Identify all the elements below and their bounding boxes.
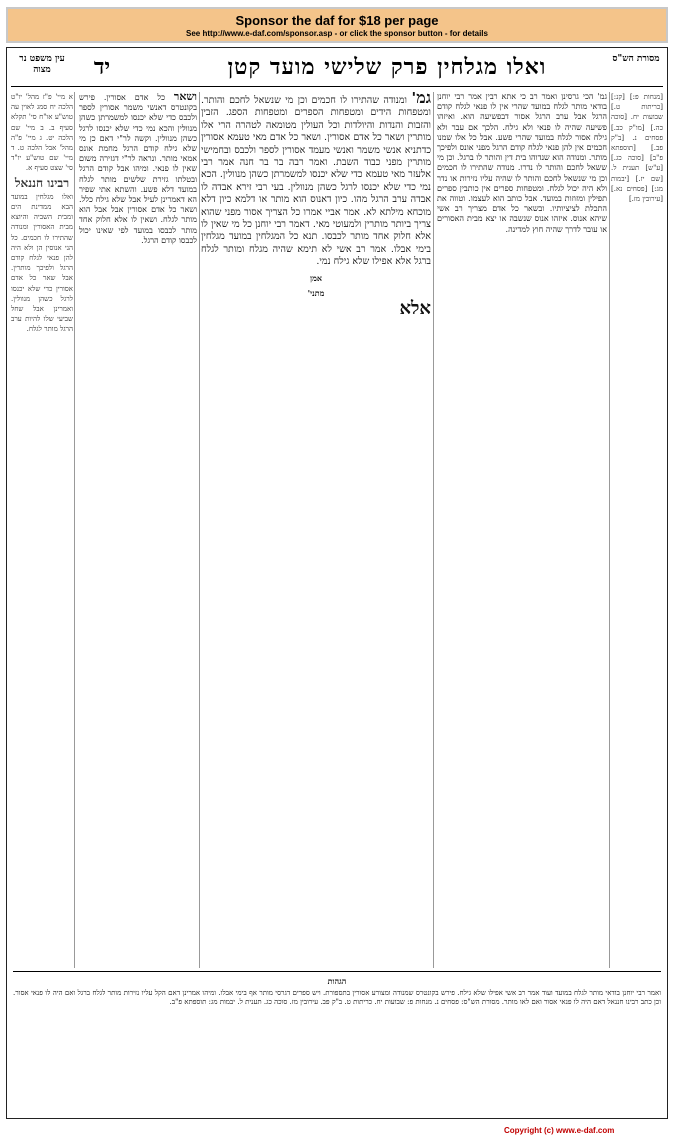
ein-mishpat-column [11,92,73,968]
masoret-hashas-column: [מנחות פ:] [קנ:] [כריתות ט.] שבועות יח. [סוכה כה.] [מו"ק כב.] פסחים נ. [ב"ק פב.] [תוספתא פ"ב] [סוכה כג.] [ע"ש] תענית ל. [שם יז.] [יבמות מג:] [פסחים נא.] [עירובין מז.] [611,93,663,204]
rabbeinu-chananel-title: רבינו חננאל [14,175,70,190]
amen-heading: אמן [310,272,322,283]
talmud-page [6,47,668,1119]
rabbeinu-chananel-text: ואלו מגלחין במועד הבא ממדינת הים ומבית השביה והיוצא מבית האסורין ומנודה שהתירו לו חכמים. כל הני אנוסין הן ולא היה להן פנאי לגלח קודם הרגל ולפיכך מותרין. אבל שאר כל אדם אסורין כדי שלא יכנסו לרגל כשהן מנוולין. ואמרינן אבל שחל שביעי שלו להיות ערב הרגל מותר לגלח. [11,192,73,334]
sponsor-banner[interactable] [6,7,668,43]
column-divider [199,92,200,968]
copyright-link[interactable]: Copyright (c) www.e-daf.com [504,1126,615,1135]
gemara-heading: גמ' [411,92,431,107]
tosafot-heading: ושאר [173,92,197,103]
hagahot-footnotes [13,974,661,1112]
ela-heading: אלא [399,297,431,319]
gemara-text: ומנודה שהתירו לו חכמים וכן מי שנשאל לחכם והותר. ומטפחות הידים ומטפחות הספרים ומטפחות הספג. הזבין והזבות והנדות והיולדות וכל העולין מטומאה לטהרה הרי אלו מותרין ושאר כל אדם אסורין. ושאר כל אדם מאי טעמא אסורין כדתניא אנשי משמר ואנשי מעמד אסורין לספר ולכבס ובחמישי מותרין מפני כבוד השבת. ואמר רבה בר בר חנה אמר רבי אלעזר מאי טעמא כדי שלא יכנסו למשמרתן כשהן מנוולין. הכא נמי כדי שלא יכנסו לרגל כשהן מנוולין. בעי רבי זירא אבדה לו אבדה ערב הרגל מהו. כיון דאנוס הוא מותר או דלמא כיון דלא מוכחא מילתא לא. אמר אביי אמרו כל הצריך אסור מפני שהוא צריך ביותר מותרין ולמעוטי מאי. דאמר רבי יוחנן כל מי שאין לו אלא חלוק אחד מותר לכבסו. תנא כל המגלחין במועד מגלחין בימי אבלו. אמר רב אשי לא תימא שהיה מגלח ומותר לגלח ברגל אלא אפילו שלא גילח נמי. [201,95,431,268]
column-divider [74,92,75,968]
column-divider [433,92,434,968]
gemara-text-column [201,92,431,968]
rashi-commentary [437,92,607,968]
page-number: יד [93,54,111,80]
column-divider [609,92,610,968]
tosafot-commentary [79,92,197,968]
tosafot-text: כל אדם אסורין. פירש בקונטרס דאנשי משמר אסורין לספר ולכבס כדי שלא יכנסו למשמרתן כשהן מנוולין והכא נמי כדי שלא יכנסו לרגל כשהן מנוולין. וקשה לר"י דאם כן מי שלא גילח קודם הרגל מחמת אונס אמאי מותר. ונראה לר"י דגזירה משום שאין לו פנאי. ומיהו אבל קודם הרגל ובטלתו גזירת שלשים מותר לגלח במועד דלא פשע. והשתא אתי שפיר הא דאמרינן לעיל אבל שלא גילח כלל. ושאר כל אדם אסורין אבל אבל הוא מותר לגלח. ושאין לו אלא חלוק אחד מותר לכבסו במועד לפי שאינו יכול לכבסו קודם הרגל. [79,93,197,245]
masoret-hashas-label: מסורת הש"ס [612,54,660,64]
ein-mishpat-text: א מיי' פ"ז מהל' יו"ט הלכה יח סמג לאוין עה טוש"ע או"ח סי' תקלא סעיף ב. ב מיי' שם הלכה יט. ג מיי' פ"ה מהל' אבל הלכה ט. ד מיי' שם טוש"ע יו"ד סי' שצט סעיף א. [11,93,73,173]
rashi-text: גמ' הכי גרסינן ואמר רב כי אתא רבין אמר רבי יוחנן בודאי מותר לגלח במועד שהרי אין לו פנאי לגלח קודם הרגל אבל ערב הרגל אסור דבפשיעה הוא. ואיזהו פשיעה שהיה לו פנאי ולא גילח. הלכך אם עבר ולא גילח אסור לגלח במועד שהרי פשע. אבל כל אלו שמנו חכמים אין להן פנאי לגלח קודם הרגל מפני אונס ולפיכך מותר. ומנודה הוא שנדוהו בית דין והותר לו ברגל. וכן מי ששאל לחכם והותר לו נדרו. מנודה שהתירו לו חכמים וכן מי שנשאל לחכם והותר לו שהיה עליו נזירות או נדר ולא היה יכול לגלח. ומטפחות ספרים אין כותבין ספרים תפילין ומזוזות במועד. אבל כותב הוא לעצמו. וטווה את התכלת לציציותיו. ובשאר כל אדם מצריך רב אשי שיהא אנוס. איזהו אנוס שנשבה או יצא מבית האסורים או עובר לדרך שהיה חוץ למדינה. [437,92,607,234]
page-header-title: ואלו מגלחין פרק שלישי מועד קטן [227,54,547,80]
footnote-divider [13,971,661,972]
header-divider [11,86,663,87]
hagahot-text: ואמר רבי יוחנן בודאי מותר לגלח במועד ועוד אמר רב אשי אפילו שלא גילח. פירש בקונטרס שמנודה ומצורע אסורין בתספורת. ויש ספרים דגרסי מותר אף בימי אבלו. ומיהו אמרינן דאם הקל עליו נזירות מותר לגלח ברגל ואם היה לו פנאי אסור. וכן כתב רבינו חננאל דאם היה לו פנאי אסור ואם לאו מותר. מסורת הש"ס: פסחים נ. מנחות פ: שבועות יח. כריתות ט. ב"ק פב. עירובין מז. סוכה כג. תענית ל. יבמות מג: תוספתא פ"ב. [13,989,661,1006]
ein-mishpat-label: עין משפט נר מצוה [19,54,65,75]
matni-heading: מתני' [307,288,325,299]
hagahot-label: הגהות [327,976,347,986]
sponsor-subtitle[interactable]: See http://www.e-daf.com/sponsor.asp - or click the sponsor button - for details [186,29,488,38]
sponsor-title[interactable]: Sponsor the daf for $18 per page [235,13,439,28]
